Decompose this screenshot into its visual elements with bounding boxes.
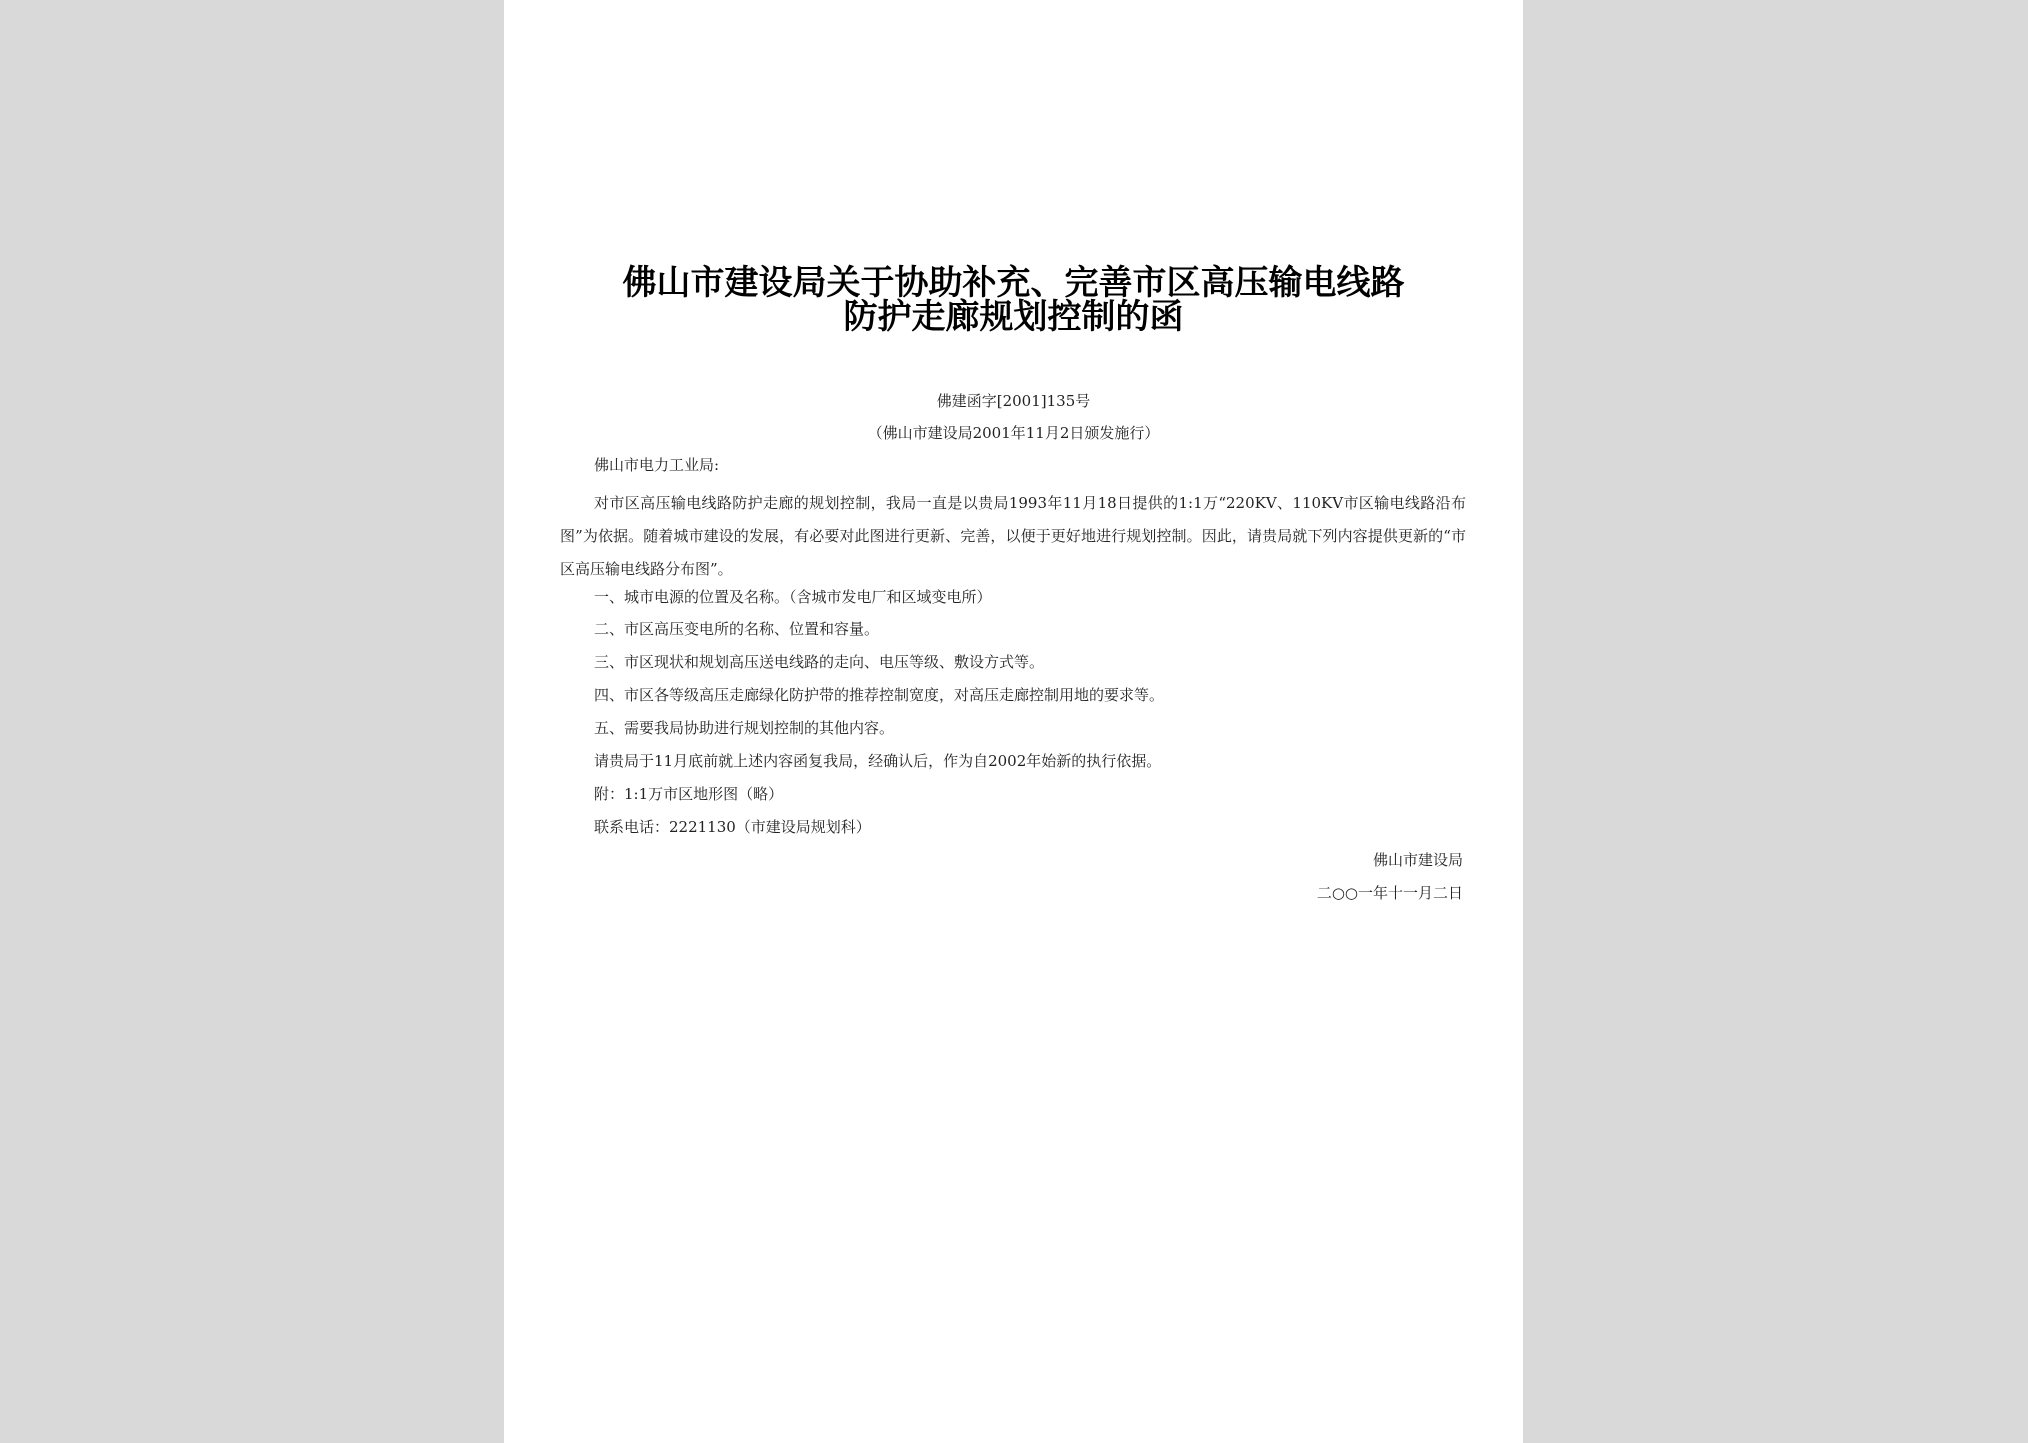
attachment-note: 附：1:1万市区地形图（略） — [594, 785, 784, 803]
body-paragraph: 对市区高压输电线路防护走廊的规划控制，我局一直是以贵局1993年11月18日提供的1:1万“220KV、110KV市区输电线路沿布图”为依据。随着城市建设的发展，有必要对此图进行更新、完善，以便于更好地进行规划控制。因此，请贵局就下列内容提供更新的“市区高压输电线路分布图”。 — [560, 494, 1466, 578]
list-item: 四、市区各等级高压走廊绿化防护带的推荐控制宽度，对高压走廊控制用地的要求等。 — [594, 686, 1165, 704]
list-item: 二、市区高压变电所的名称、位置和容量。 — [594, 620, 880, 638]
contact-info: 联系电话：2221130（市建设局规划科） — [594, 818, 871, 836]
request-text: 请贵局于11月底前就上述内容函复我局，经确认后，作为自2002年始新的执行依据。 — [594, 752, 1162, 770]
document-number: 佛建函字[2001]135号 — [936, 392, 1091, 410]
salutation: 佛山市电力工业局: — [594, 456, 720, 474]
list-item: 一、城市电源的位置及名称。（含城市发电厂和区域变电所） — [594, 588, 992, 606]
list-item: 三、市区现状和规划高压送电线路的走向、电压等级、敷设方式等。 — [594, 653, 1045, 671]
signatory: 佛山市建设局 — [1372, 851, 1463, 869]
document-title-line-2: 防护走廊规划控制的函 — [843, 297, 1184, 337]
issued-note: （佛山市建设局2001年11月2日颁发施行） — [867, 424, 1160, 442]
document-title-line-1: 佛山市建设局关于协助补充、完善市区高压输电线路 — [622, 263, 1405, 303]
document-page — [504, 0, 1523, 1443]
list-item: 五、需要我局协助进行规划控制的其他内容。 — [594, 719, 895, 737]
signature-date: 二○○一年十一月二日 — [1316, 884, 1463, 902]
